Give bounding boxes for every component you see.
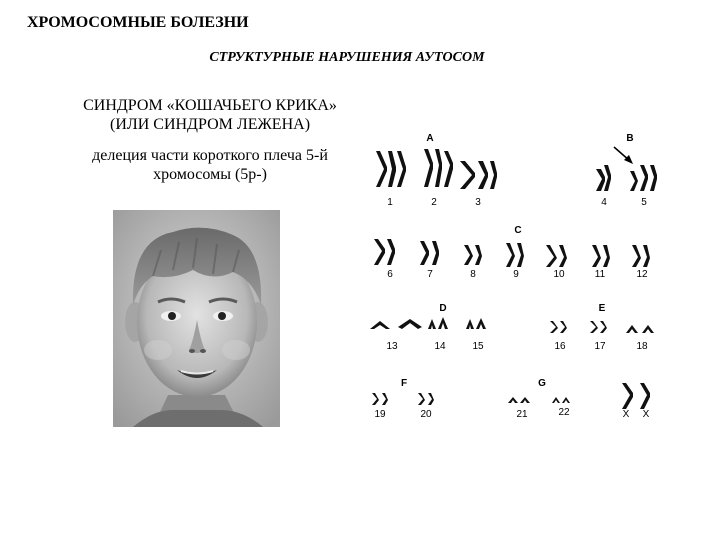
group-label-f: F [400, 378, 408, 389]
chromosome-number: 13 [386, 341, 398, 352]
chromosome-pair-12 [632, 245, 650, 267]
chromosome-number: 12 [636, 269, 648, 280]
syndrome-alt-name: (ИЛИ СИНДРОМ ЛЕЖЕНА) [109, 116, 311, 133]
description-line-1: делеция части короткого плеча 5-й [92, 147, 328, 164]
karyotype-diagram [342, 121, 689, 432]
group-label-d: D [439, 303, 447, 314]
chromosome-pair-10 [546, 245, 567, 267]
chromosome-pair-2 [424, 149, 453, 187]
chromosome-number: 9 [513, 269, 519, 280]
chromosome-pair-19 [372, 393, 388, 405]
chromosome-pair-5 [630, 165, 657, 191]
group-label-b: B [626, 133, 634, 144]
chromosome-pair-14 [428, 317, 448, 329]
chromosome-number: 3 [475, 197, 481, 208]
chromosome-pair-9 [506, 243, 524, 267]
deletion-arrow-icon [614, 147, 633, 164]
chromosome-number: 5 [641, 197, 647, 208]
chromosome-pair-15 [466, 318, 486, 329]
group-label-e: E [598, 303, 606, 314]
chromosome-number: 4 [601, 197, 607, 208]
group-label-c: C [514, 225, 522, 236]
group-label-g: G [538, 378, 546, 389]
chromosome-number: 17 [594, 341, 606, 352]
chromosome-pair-22 [552, 397, 570, 403]
chromosome-pair-13 [370, 319, 422, 329]
chromosome-pair-1 [376, 151, 406, 187]
chromosome-number: 2 [431, 197, 437, 208]
slide-title: ХРОМОСОМНЫЕ БОЛЕЗНИ [27, 14, 249, 31]
chromosome-pair-16 [550, 321, 567, 333]
chromosome-number: 7 [427, 269, 433, 280]
chromosome-number: 15 [472, 341, 484, 352]
chromosome-number: 10 [553, 269, 565, 280]
chromosome-pair-20 [418, 393, 434, 405]
group-label-a: A [426, 133, 434, 144]
chromosome-number: X [622, 409, 630, 420]
chromosome-number: 20 [420, 409, 432, 420]
chromosome-pair-7 [420, 241, 439, 265]
chromosome-number: 11 [594, 269, 606, 280]
chromosome-pair-21 [508, 397, 530, 403]
chromosome-number: 18 [636, 341, 648, 352]
chromosome-number: 21 [516, 409, 528, 420]
chromosome-pair-11 [592, 245, 610, 267]
chromosome-pair-xx [622, 383, 650, 409]
chromosome-number: 8 [470, 269, 476, 280]
chromosome-number: 14 [434, 341, 446, 352]
chromosome-pair-6 [374, 239, 395, 265]
syndrome-name: СИНДРОМ «КОШАЧЬЕГО КРИКА» [83, 97, 337, 114]
chromosome-pair-4 [596, 165, 611, 191]
chromosome-number: X [642, 409, 650, 420]
chromosome-pair-17 [590, 321, 607, 333]
chromosome-pair-3 [460, 161, 497, 189]
chromosome-number: 16 [554, 341, 566, 352]
description-line-2: хромосомы (5p-) [153, 166, 267, 183]
chromosome-pair-18 [626, 325, 654, 333]
chromosome-number: 6 [387, 269, 393, 280]
chromosome-number: 22 [558, 407, 570, 418]
chromosome-pair-8 [464, 245, 482, 265]
child-portrait-photo [113, 210, 280, 427]
slide-subtitle: СТРУКТУРНЫЕ НАРУШЕНИЯ АУТОСОМ [209, 50, 485, 65]
chromosome-number: 1 [387, 197, 393, 208]
chromosome-number: 19 [374, 409, 386, 420]
